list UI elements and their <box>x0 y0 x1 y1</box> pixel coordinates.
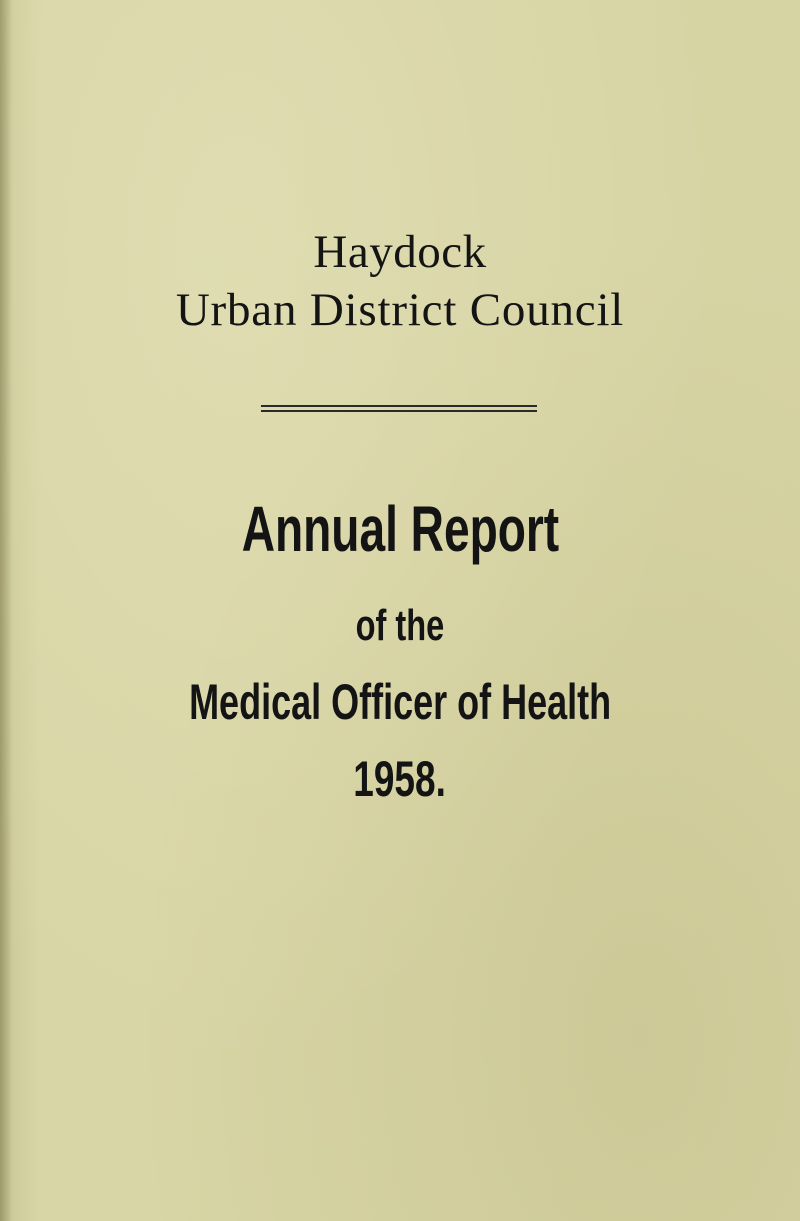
council-name-line-2: Urban District Council <box>175 284 625 336</box>
report-title <box>0 494 800 564</box>
rule-bottom <box>261 410 537 412</box>
rule-top <box>261 405 537 407</box>
double-rule-divider <box>261 405 537 413</box>
report-title-text: Annual Report <box>241 493 559 565</box>
report-year-text: 1958. <box>353 751 447 807</box>
council-name-line-1: Haydock <box>313 226 487 278</box>
report-subject <box>0 674 800 730</box>
title-connector <box>0 600 800 652</box>
title-connector-text: of the <box>355 601 445 650</box>
report-year <box>0 751 800 807</box>
report-subject-text: Medical Officer of Health <box>188 674 612 730</box>
